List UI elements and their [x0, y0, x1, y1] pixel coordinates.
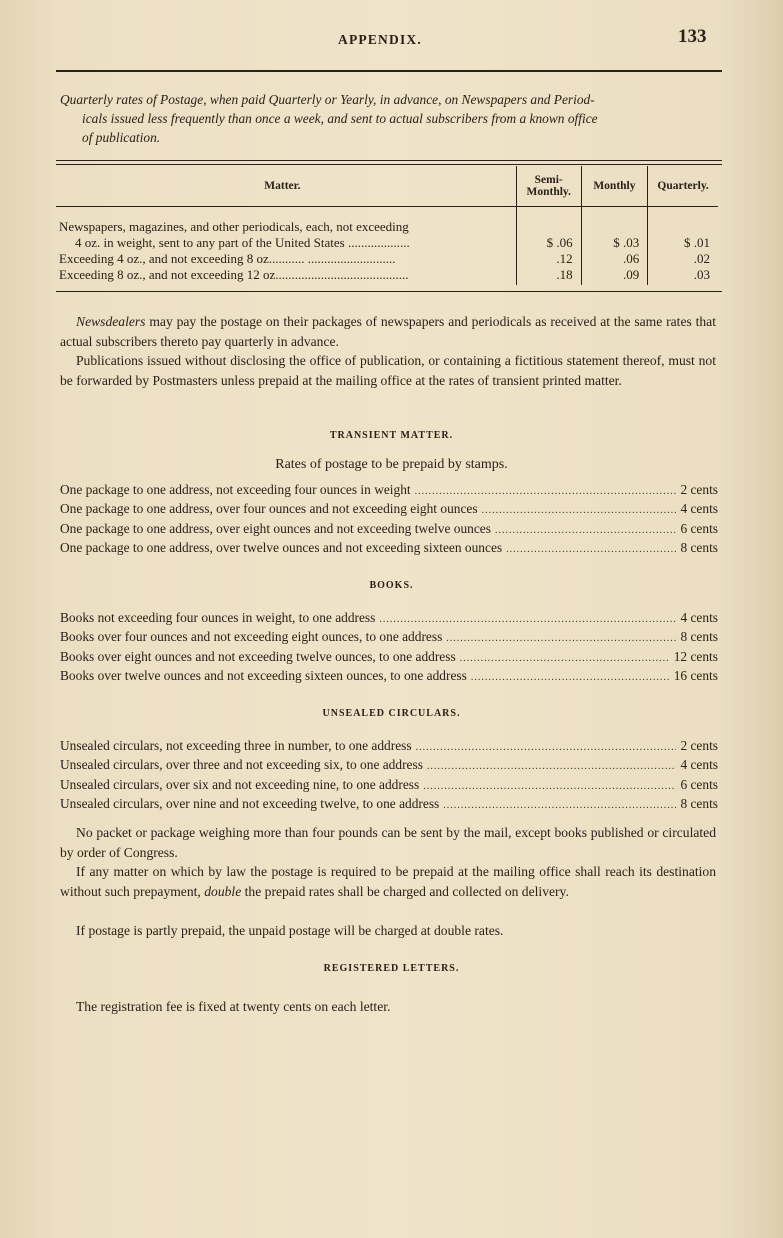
section-heading-books: BOOKS. — [369, 580, 414, 591]
newsdealers-text: may pay the postage on their packages of newspapers and periodicals as received at the same rates that actual subscribers thereto pay quarterly in advance. — [60, 314, 716, 349]
item-value: 12 cents — [673, 648, 718, 664]
partly-prepaid-paragraph — [60, 921, 716, 941]
item-value: 6 cents — [680, 776, 718, 792]
transient-rates-list — [60, 480, 718, 557]
item-label: Books over twelve ounces and not exceeding sixteen ounces, to one address — [60, 667, 467, 683]
table-top-rule — [56, 164, 722, 165]
newsdealers-term: Newsdealers — [76, 314, 146, 329]
double-term: double — [204, 883, 242, 899]
item-label: Unsealed circulars, not exceeding three in number, to one address — [60, 738, 412, 753]
item-label: Unsealed circulars, over three and not exceeding six, to one address — [60, 757, 423, 773]
list-item — [60, 775, 718, 794]
list-item — [60, 794, 718, 813]
transient-subheading: Rates of postage to be prepaid by stamps. — [275, 457, 508, 472]
double-rate-paragraph — [60, 862, 716, 901]
column-header-quarterly: Quarterly. — [648, 166, 718, 207]
dot-leader — [427, 757, 677, 776]
table-top-rule — [56, 160, 722, 161]
quarterly-cell: .02 — [648, 251, 718, 267]
registered-text: The registration fee is fixed at twenty cents on each letter. — [76, 999, 391, 1014]
table-bottom-rule — [56, 291, 722, 292]
column-header-semi-monthly — [516, 166, 581, 207]
no-packet-text: No packet or package weighing more than four pounds can be sent by the mail, except books published or circulated by order of Congress. — [60, 825, 716, 860]
dot-leader — [482, 501, 677, 520]
item-label: One package to one address, not exceeding four ounces in weight — [60, 482, 411, 497]
list-item — [60, 608, 718, 627]
item-value: 8 cents — [680, 629, 718, 645]
semi-monthly-cell: .12 — [516, 251, 581, 267]
double-rate-text-after: the prepaid rates shall be charged and collected on delivery. — [244, 883, 569, 899]
matter-line: 4 oz. in weight, sent to any part of the United States ................... — [75, 235, 410, 250]
books-rates-list — [60, 608, 718, 685]
newsdealers-paragraph — [60, 312, 716, 351]
registered-paragraph — [60, 997, 716, 1017]
quarterly-cell: $ .01 — [648, 207, 718, 252]
dot-leader — [446, 629, 676, 648]
running-head: APPENDIX. — [338, 32, 422, 47]
column-header-matter: Matter. — [56, 166, 516, 207]
partly-prepaid-text: If postage is partly prepaid, the unpaid postage will be charged at double rates. — [76, 923, 504, 938]
page-number: 133 — [678, 26, 707, 47]
item-label: Books over eight ounces and not exceeding twelve ounces, to one address — [60, 648, 456, 664]
monthly-cell: .06 — [581, 251, 648, 267]
item-value: 4 cents — [680, 757, 718, 773]
list-item — [60, 519, 718, 538]
list-item — [60, 736, 718, 755]
dot-leader — [460, 649, 670, 668]
item-value: 8 cents — [680, 539, 718, 555]
caption-line: of publication. — [82, 130, 161, 145]
item-label: Books over four ounces and not exceeding eight ounces, to one address — [60, 629, 443, 645]
publications-paragraph — [60, 351, 716, 390]
table-row — [56, 207, 718, 252]
matter-cell: Exceeding 8 oz., and not exceeding 12 oz......................................... — [59, 267, 409, 282]
no-packet-paragraph — [60, 823, 716, 862]
matter-cell: Exceeding 4 oz., and not exceeding 8 oz........... ........................... — [59, 251, 396, 266]
publications-text: Publications issued without disclosing the office of publication, or containing a fictitious statement thereof, must not be forwarded by Postmasters unless prepaid at the mailing office at the rates of transient printed matter. — [60, 353, 716, 388]
quarterly-cell: .03 — [648, 267, 718, 285]
list-item — [60, 666, 718, 685]
dot-leader — [443, 796, 676, 815]
dot-leader — [423, 777, 676, 796]
list-item — [60, 755, 718, 774]
item-label: One package to one address, over four ounces and not exceeding eight ounces — [60, 501, 478, 517]
monthly-cell: .09 — [581, 267, 648, 285]
item-label: Unsealed circulars, over six and not exceeding nine, to one address — [60, 776, 420, 792]
list-item — [60, 627, 718, 646]
quarterly-rates-table — [56, 166, 718, 285]
double-rate-text-before: If any matter on which by law the postage is required to be prepaid at the mailing office shall reach its destination without such prepayment, — [60, 864, 716, 899]
caption-line: Quarterly rates of Postage, when paid Quarterly or Yearly, in advance, on Newspapers and Period- — [60, 92, 595, 107]
item-value: 8 cents — [680, 795, 718, 811]
item-value: 4 cents — [680, 610, 718, 625]
list-item — [60, 499, 718, 518]
table-row — [56, 251, 718, 267]
column-header-monthly: Monthly — [581, 166, 648, 207]
item-value: 2 cents — [680, 482, 718, 497]
item-value: 16 cents — [673, 667, 718, 683]
item-label: Books not exceeding four ounces in weight, to one address — [60, 610, 376, 625]
list-item — [60, 538, 718, 557]
header-line: Semi- — [534, 174, 563, 186]
circulars-rates-list — [60, 736, 718, 813]
semi-monthly-cell: $ .06 — [516, 207, 581, 252]
item-value: 6 cents — [680, 520, 718, 536]
section-heading-registered: REGISTERED LETTERS. — [323, 963, 460, 974]
list-item — [60, 480, 718, 499]
dot-leader — [495, 521, 676, 540]
section-heading-transient: TRANSIENT MATTER. — [329, 430, 454, 441]
header-rule — [56, 70, 722, 72]
section-heading-circulars: UNSEALED CIRCULARS. — [322, 708, 461, 719]
page-header — [0, 26, 783, 50]
item-value: 4 cents — [680, 501, 718, 517]
matter-line: Newspapers, magazines, and other periodicals, each, not exceeding — [59, 219, 409, 234]
dot-leader — [506, 540, 676, 559]
item-value: 2 cents — [680, 738, 718, 753]
item-label: One package to one address, over eight ounces and not exceeding twelve ounces — [60, 520, 491, 536]
dot-leader — [471, 668, 670, 687]
item-label: One package to one address, over twelve ounces and not exceeding sixteen ounces — [60, 539, 503, 555]
monthly-cell: $ .03 — [581, 207, 648, 252]
list-item — [60, 647, 718, 666]
item-label: Unsealed circulars, over nine and not exceeding twelve, to one address — [60, 795, 440, 811]
table-row — [56, 267, 718, 285]
table-caption — [60, 90, 720, 147]
matter-cell — [56, 207, 516, 252]
dot-leader — [416, 738, 677, 757]
semi-monthly-cell: .18 — [516, 267, 581, 285]
header-line: Monthly. — [526, 186, 571, 198]
caption-line: icals issued less frequently than once a week, and sent to actual subscribers from a known office — [82, 111, 598, 126]
